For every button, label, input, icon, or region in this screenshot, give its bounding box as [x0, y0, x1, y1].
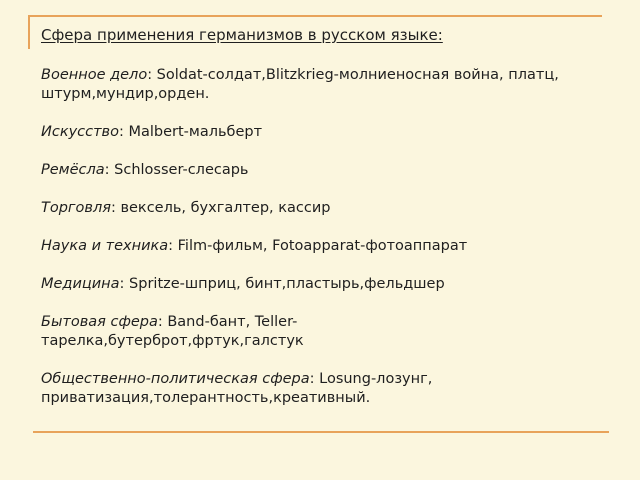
- entry-category: Искусство: [41, 124, 119, 140]
- entry-text: : Band-бант, Teller-тарелка,бутерброт,фртук,галстук: [41, 314, 304, 349]
- entry-household: [41, 313, 441, 351]
- entry-sociopolitical: [41, 370, 501, 408]
- entry-medicine: [41, 275, 601, 294]
- entry-text: : Schlosser-слесарь: [104, 162, 249, 178]
- entry-category: Ремёсла: [41, 162, 105, 178]
- entry-text: : Losung-лозунг, приватизация,толерантность,креативный.: [41, 371, 433, 406]
- entry-text: : вексель, бухгалтер, кассир: [110, 200, 331, 216]
- entry-text: : Spritze-шприц, бинт,пластырь,фельдшер: [119, 276, 445, 292]
- entry-text: : Soldat-солдат,Blitzkrieg-молниеносная война, платц, штурм,мундир,орден.: [41, 67, 559, 102]
- entry-science: [41, 237, 601, 256]
- slide-title: Сфера применения германизмов в русском языке:: [41, 26, 443, 44]
- entry-trade: [41, 199, 601, 218]
- slide-content: [41, 26, 601, 427]
- entry-category: Бытовая сфера: [41, 314, 158, 330]
- top-rule: [28, 15, 602, 17]
- entry-category: Общественно-политическая сфера: [41, 371, 310, 387]
- entry-category: Торговля: [41, 200, 111, 216]
- entry-text: : Film-фильм, Fotoapparat-фотоаппарат: [168, 238, 468, 254]
- entry-category: Наука и техника: [41, 238, 169, 254]
- entry-category: Военное дело: [41, 67, 148, 83]
- entry-crafts: [41, 161, 601, 180]
- left-rule: [28, 15, 30, 49]
- entry-military: [41, 66, 601, 104]
- entry-art: [41, 123, 601, 142]
- bottom-rule: [33, 431, 609, 433]
- entry-category: Медицина: [41, 276, 120, 292]
- entry-text: : Malbert-мальберт: [118, 124, 263, 140]
